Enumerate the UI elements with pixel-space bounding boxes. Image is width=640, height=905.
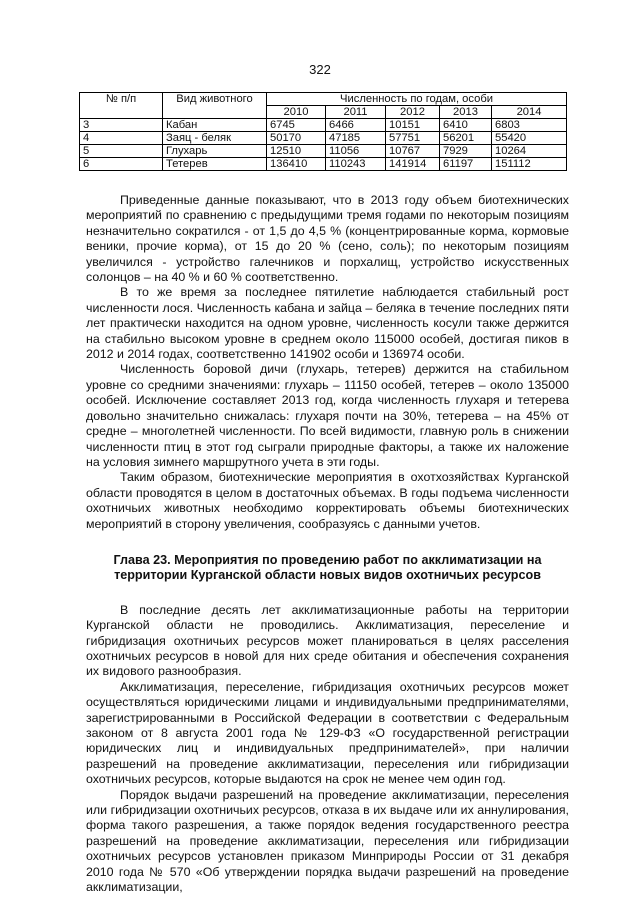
value-cell: 10151 (386, 119, 440, 132)
row-number: 6 (80, 158, 163, 171)
year-header: 2012 (386, 106, 440, 119)
value-cell: 110243 (326, 158, 386, 171)
table-row (80, 119, 567, 132)
paragraph: Таким образом, биотехнические мероприятия в охотхозяйствах Курганской области проводятся в целом в достаточных объемах. В годы подъема численности охотничьих животных необходимо корректировать объемы биотехнических мероприятий в сторону увеличения, сообразуясь с данными учетов. (86, 470, 569, 531)
population-table (79, 92, 567, 171)
column-header-animal: Вид животного (163, 93, 267, 119)
row-number: 3 (80, 119, 163, 132)
value-cell: 55420 (492, 132, 567, 145)
value-cell: 7929 (440, 145, 492, 158)
value-cell: 6466 (326, 119, 386, 132)
paragraph: В последние десять лет акклиматизационные работы на территории Курганской области не проводились. Акклиматизация, переселение и гибридизация охотничьих ресурсов может планироваться в целях расселения охотничьих ресурсов в новой для них среде обитания и обеспечения сохранения их видового разнообразия. (86, 602, 569, 679)
value-cell: 6410 (440, 119, 492, 132)
value-cell: 57751 (386, 132, 440, 145)
table-row (80, 132, 567, 145)
value-cell: 6803 (492, 119, 567, 132)
paragraph: Порядок выдачи разрешений на проведение акклиматизации, переселения или гибридизации охотничьих ресурсов, отказа в их выдаче или их аннулирования, форма такого разрешения, а также порядок ведения государственного реестра разрешений на проведение акклиматизации, переселения или гибридизации охотничьих ресурсов установлен приказом Минприроды России от 31 декабря 2010 года № 570 «Об утверждении порядка выдачи разрешений на проведение акклиматизации, (86, 787, 569, 895)
year-header: 2013 (440, 106, 492, 119)
value-cell: 11056 (326, 145, 386, 158)
table-row (80, 145, 567, 158)
animal-name: Кабан (163, 119, 267, 132)
value-cell: 136410 (267, 158, 326, 171)
page-number: 322 (309, 62, 331, 77)
year-header: 2010 (267, 106, 326, 119)
value-cell: 47185 (326, 132, 386, 145)
column-header-num: № п/п (80, 93, 163, 119)
paragraph: Приведенные данные показывают, что в 2013 году объем биотехнических мероприятий по сравнению с предыдущими тремя годами по некоторым позициям незначительно сократился - от 1,5 до 4,5 % (концентрированные корма, кормовые веники, прочие корма), от 15 до 20 % (сено, соль); по некоторым позициям увеличился - устройство галечников и порхалищ, устройство искусственных солонцов – на 40 % и 60 % соответственно. (86, 193, 569, 285)
value-cell: 12510 (267, 145, 326, 158)
column-header-group: Численность по годам, особи (267, 93, 567, 106)
value-cell: 10767 (386, 145, 440, 158)
value-cell: 151112 (492, 158, 567, 171)
value-cell: 61197 (440, 158, 492, 171)
paragraph: Численность боровой дичи (глухарь, тетерев) держится на стабильном уровне со средними значениями: глухарь – 11150 особей, тетерев – около 135000 особей. Исключение составляет 2013 год, когда численность глухаря и тетерева довольно значительно снижалась: глухаря почти на 30%, тетерева – на 45% от средне – многолетней численности. По всей видимости, главную роль в снижении численности птиц в этот год сыграли природные факторы, а также их наложение на условия зимнего маршрутного учета в эти годы. (86, 362, 569, 469)
chapter-title: Глава 23. Мероприятия по проведению работ по акклиматизации на территории Курганской области новых видов охотничьих ресурсов (113, 552, 542, 583)
value-cell: 56201 (440, 132, 492, 145)
paragraph: В то же время за последнее пятилетие наблюдается стабильный рост численности лося. Численность кабана и зайца – беляка в течение последних пяти лет практически находится на одном уровне, численность косули также держится на стабильно высоком уровне в среднем около 115000 особей, достигая пиков в 2012 и 2014 годах, соответственно 141902 особи и 136974 особи. (86, 285, 569, 362)
table-header-row (80, 93, 567, 106)
body-text (86, 193, 569, 895)
paragraph: Акклиматизация, переселение, гибридизация охотничьих ресурсов может осуществляться юридическими лицами и индивидуальными предпринимателями, зарегистрированными в Российской Федерации в соответствии с Федеральным законом от 8 августа 2001 года № 129-ФЗ «О государственной регистрации юридических лиц и индивидуальных предпринимателей», при наличии разрешений на проведение акклиматизации, переселения или гибридизации охотничьих ресурсов, которые выдаются на срок не менее чем один год. (86, 679, 569, 787)
value-cell: 50170 (267, 132, 326, 145)
row-number: 5 (80, 145, 163, 158)
value-cell: 141914 (386, 158, 440, 171)
value-cell: 10264 (492, 145, 567, 158)
animal-name: Заяц - беляк (163, 132, 267, 145)
year-header: 2011 (326, 106, 386, 119)
year-header: 2014 (492, 106, 567, 119)
value-cell: 6745 (267, 119, 326, 132)
row-number: 4 (80, 132, 163, 145)
animal-name: Глухарь (163, 145, 267, 158)
animal-name: Тетерев (163, 158, 267, 171)
table-row (80, 158, 567, 171)
